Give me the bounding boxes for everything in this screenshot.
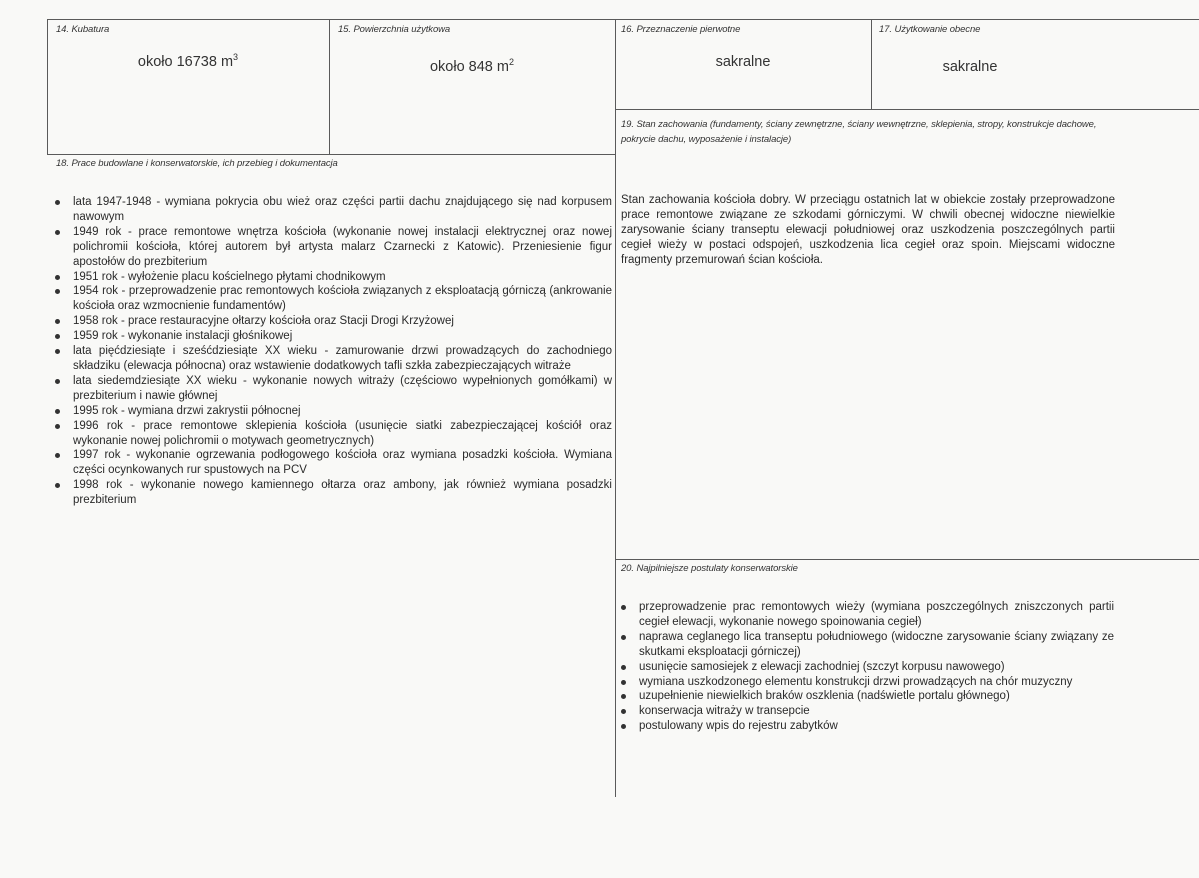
kubatura-unit-exponent: 3 <box>233 52 239 62</box>
divider-14-15 <box>329 19 330 154</box>
field-value-uzytkowanie: sakralne <box>942 59 998 75</box>
top-border <box>47 19 1199 20</box>
divider-row-20 <box>615 559 1199 560</box>
prace-list-item: 1958 rok - prace restauracyjne ołtarzy kościoła oraz Stacji Drogi Krzyżowej <box>53 314 612 329</box>
divider-row-18 <box>47 154 615 155</box>
prace-list-item: 1949 rok - prace remontowe wnętrza kościoła (wykonanie nowej instalacji elektrycznej oraz nowej polichromii kościoła, której autorem był artysta malarz Czarnecki z Katowic). Przeniesienie figur apostołów do prezbiterium <box>53 225 612 270</box>
divider-15-16 <box>615 19 616 797</box>
prace-list-item: lata 1947-1948 - wymiana pokrycia obu wież oraz części partii dachu znajdującego się nad korpusem nawowym <box>53 195 612 225</box>
prace-list-item: 1995 rok - wymiana drzwi zakrystii północnej <box>53 404 612 419</box>
field-value-powierzchnia <box>329 59 615 75</box>
prace-list-item: 1996 rok - prace remontowe sklepienia kościoła (usunięcie siatki zabezpieczającej kościół oraz wykonanie nowej polichromii o motywach geometrycznych) <box>53 419 612 449</box>
prace-list-item: lata pięćdziesiąte i sześćdziesiąte XX wieku - zamurowanie drzwi prowadzących do zachodniego składziku (elewacja północna) oraz wstawienie dodatkowych tafli szkła zabezpieczających witraże <box>53 344 612 374</box>
prace-list-item: 1954 rok - przeprowadzenie prac remontowych kościoła związanych z eksploatacją górniczą (ankrowanie kościoła oraz wzmocnienie fundamentów) <box>53 284 612 314</box>
kubatura-value-text: około 16738 m <box>137 54 234 70</box>
prace-list-item: 1998 rok - wykonanie nowego kamiennego ołtarza oraz ambony, jak również wymiana posadzki prezbiterium <box>53 478 612 508</box>
field-label-postulaty: 20. Najpilniejsze postulaty konserwatorskie <box>621 563 798 574</box>
field-label-uzytkowanie: 17. Użytkowanie obecne <box>879 24 981 35</box>
postulaty-list <box>619 600 1114 734</box>
field-value-kubatura <box>47 54 329 70</box>
field-value-przeznaczenie: sakralne <box>715 54 771 70</box>
powierzchnia-unit-exponent: 2 <box>508 57 514 67</box>
prace-list-item: lata siedemdziesiąte XX wieku - wykonanie nowych witraży (częściowo wypełnionych gomółkami) w prezbiterium i nawie głównej <box>53 374 612 404</box>
divider-row-19 <box>615 109 1199 110</box>
field-label-powierzchnia: 15. Powierzchnia użytkowa <box>338 24 451 35</box>
prace-list-item: 1959 rok - wykonanie instalacji głośnikowej <box>53 329 612 344</box>
prace-list <box>53 195 612 508</box>
postulaty-list-item: postulowany wpis do rejestru zabytków <box>619 719 1114 734</box>
postulaty-list-item: wymiana uszkodzonego elementu konstrukcji drzwi prowadzących na chór muzyczny <box>619 675 1114 690</box>
postulaty-list-item: naprawa ceglanego lica transeptu południowego (widoczne zarysowanie ściany związany ze skutkami eksploatacji górniczej) <box>619 630 1114 660</box>
postulaty-list-item: przeprowadzenie prac remontowych wieży (wymiana poszczególnych zniszczonych partii cegieł elewacji, wykonanie nowego spoinowania cegieł) <box>619 600 1114 630</box>
field-label-stan-zachowania: 19. Stan zachowania (fundamenty, ściany zewnętrzne, ściany wewnętrzne, sklepienia, stropy, konstrukcje dachowe, pokrycie dachu, wyposażenie i instalacje) <box>621 119 1097 145</box>
left-border <box>47 19 48 154</box>
prace-list-item: 1997 rok - wykonanie ogrzewania podłogowego kościoła oraz wymiana posadzki kościoła. Wymiana części ocynkowanych rur spustowych na PCV <box>53 448 612 478</box>
postulaty-list-item: konserwacja witraży w transepcie <box>619 704 1114 719</box>
field-label-przeznaczenie: 16. Przeznaczenie pierwotne <box>621 24 741 35</box>
field-label-kubatura: 14. Kubatura <box>56 24 110 35</box>
postulaty-list-item: uzupełnienie niewielkich braków oszklenia (nadświetle portalu głównego) <box>619 689 1114 704</box>
stan-zachowania-text: Stan zachowania kościoła dobry. W przeciągu ostatnich lat w obiekcie zostały przeprowadzone prace remontowe związane ze szkodami górniczymi. W chwili obecnej widoczne niewielkie zarysowanie ściany transeptu elewacji południowej oraz uszkodzenia poszczególnych partii cegieł wieży w postaci odspojeń, uszkodzenia lica cegieł oraz spoin. Miejscami widoczne fragmenty przemurowań ścian kościoła. <box>621 194 1115 266</box>
postulaty-list-item: usunięcie samosiejek z elewacji zachodniej (szczyt korpusu nawowego) <box>619 660 1114 675</box>
powierzchnia-value-text: około 848 m <box>429 59 509 75</box>
field-label-prace: 18. Prace budowlane i konserwatorskie, ich przebieg i dokumentacja <box>56 158 338 169</box>
prace-list-item: 1951 rok - wyłożenie placu kościelnego płytami chodnikowym <box>53 270 612 285</box>
